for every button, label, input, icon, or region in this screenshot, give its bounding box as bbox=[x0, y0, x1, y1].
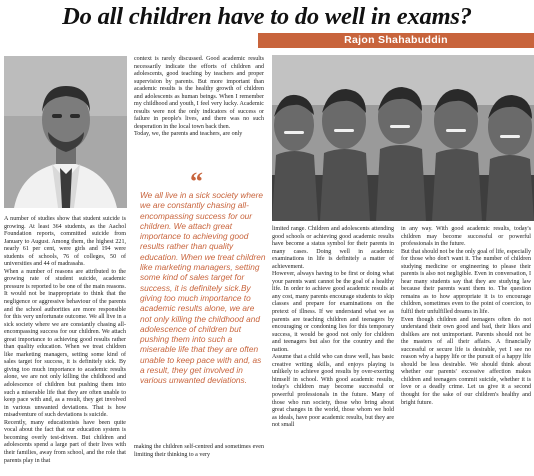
children-photo bbox=[272, 55, 534, 221]
article-column-2-bottom bbox=[134, 444, 264, 474]
children-photo-image bbox=[272, 55, 534, 221]
column-2-top-text: context is rarely discussed. Good academic results necessarily indicate the efforts of children and adolescents, good teaching by teachers and proper supervision by parents. But more important than academic results is the healthy growth of children and adolescents as human beings. When I remember my childhood and youth, I feel very lucky. Academic results were not the only indicators of success or failure in people's lives, and there was no such desperation in the local town back then. Today, we, the parents and teachers, are only bbox=[134, 56, 264, 138]
byline: Rajon Shahabuddin bbox=[344, 34, 448, 46]
author-portrait bbox=[4, 56, 127, 208]
article-column-2-top bbox=[134, 56, 264, 164]
article-column-1 bbox=[4, 216, 126, 474]
column-4-text: in any way. With good academic results, today's children may become successful or powerful professionals in the future. But that should not be the only goal of life, especially for those who don't want it. The number of children studying medicine or engineering to please their parents is also not negligible. Even in conversation, I hear many students say that they are studying law because their parents want them to. The question remains as to how appropriate it is to encourage children, sometimes even to the point of coercion, to fulfil their unfulfilled dreams in life. Even though children and teenagers often do not understand their own good and bad, their likes and dislikes are not unimportant. Parents should not be the masters of all their affairs. A financially successful or secure life is desirable, yet I see no reason why a happy life or the pursuit of a happy life should be less desirable. We should think about whether our parents' excessive affection makes children and teenagers commit suicide, whether it is love or a deadly crime. Let us give it a second thought for the sake of our children's healthy and bright future. bbox=[401, 226, 531, 406]
open-quote-icon: “ bbox=[190, 167, 203, 196]
author-portrait-image bbox=[4, 56, 127, 208]
column-3-text: limited range. Children and adolescents attending good schools or achieving good academic results have become a status symbol for their parents in many cases. Doing well in academic examinations in life is definitely a matter of achievement. However, always having to be first or doing what your parents want cannot be the goal of a healthy life. In order to achieve good academic results at any cost, many parents encourage students to skip classes and prepare for examinations on the pretext of illness. If we understand what we as parents are teaching children and teenagers by encouraging or condoning lies for this temporary success, it would be good not only for children and teenagers but also for the country and the nation. Assume that a child who can draw well, has basic creative writing skills, and enjoys playing is unlikely to achieve good results by over-exerting himself in school. With good academic results, today's children may become successful or powerful professionals in the future. Many of those who run society, those who bring about great changes in the world, those whom we hold as ideals, have poor academic results, but they are not small bbox=[272, 226, 394, 429]
headline: Do all children have to do well in exams? bbox=[62, 3, 472, 30]
article-column-3 bbox=[272, 226, 394, 476]
pull-quote: We all live in a sick society where we are constantly chasing all-encompassing success for our children. We attach great importance to achieving good results rather than quality education. When we treat children like marketing managers, setting some kind of sales target for success, it is definitely sick.By giving too much importance to academic results alone, we are not only killing the childhood and adolescence of children but pushing them into such a miserable life that they are often unable to keep pace with and, as a result, they get involved in various unwanted deviations. bbox=[140, 190, 266, 386]
column-1-text: A number of studies show that student suicide is growing. At least 364 students, as the Aachol Foundation reports, committed suicide from January to August. Among them, the highest 221, nearly 61 per cent, were girls and 194 were students of schools, 76 of colleges, 50 of universities and 44 of madrasahs. When a number of reasons are attributed to the growing rate of student suicide, academic pressure is reported to be one of the main reasons. It would not be inappropriate to think that the negligence or aggressive behaviour of the parents and the school authorities are more responsible for this very unfortunate outcome. We all live in a sick society where we are constantly chasing all-encompassing success for our children. We attach great importance to achieving good results rather than quality education. When we treat children like marketing managers, setting some kind of sales target for success, it is definitely sick. By giving too much importance to academic results alone, we are not only killing the childhood and adolescence of children but pushing them into such a miserable life that they are often unable to keep pace with and, as a result, they get involved in various unwanted deviations. That is how misadventure of such deviations is suicide. Recently, many educationists have been quite vocal about the fact that our education system is becoming overly test-driven. But children and adolescents spend a large part of their lives with their families, away from school, and the role that parents play in that bbox=[4, 216, 126, 464]
column-2-bottom-text: making the children self-centred and sometimes even limiting their thinking to a very bbox=[134, 444, 264, 458]
article-column-4 bbox=[401, 226, 531, 476]
